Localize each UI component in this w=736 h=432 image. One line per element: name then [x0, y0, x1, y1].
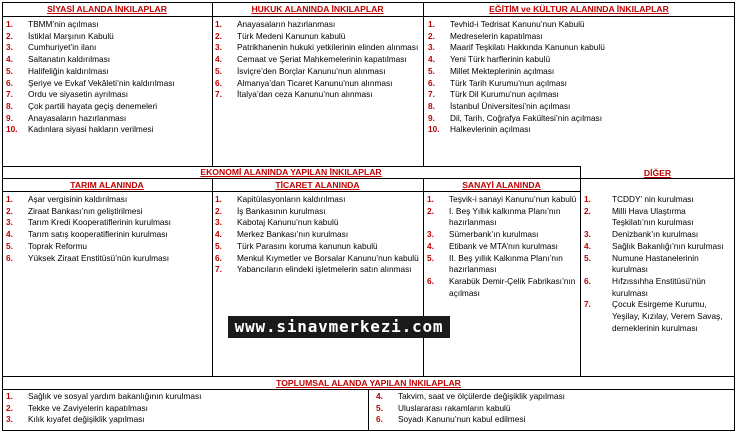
list-item: 6. Menkul Kıymetler ve Borsalar Kanunu’nun kabulü — [215, 252, 419, 263]
list-item: 7. İtalya’dan ceza Kanunu’nun alınması — [215, 89, 373, 100]
list-item: 4. Yeni Türk harflerinin kabulü — [428, 54, 551, 65]
list-item: 5. İsviçre’den Borçlar Kanunu’nun alınması — [215, 65, 386, 76]
list-item: 3. Kılık kıyafet değişiklik yapılması — [6, 414, 145, 425]
list-item: 4. Merkez Bankası’nın kurulması — [215, 229, 349, 240]
list-item: 3. Maarif Teşkilatı Hakkında Kanunun kabulü — [428, 42, 605, 53]
divider — [2, 191, 580, 192]
list-item: 4. Saltanatın kaldırılması — [6, 54, 111, 65]
list-item: 5. Halifeliğin kaldırılması — [6, 65, 109, 76]
list-ticaret — [215, 194, 420, 276]
list-item: 2. Tekke ve Zaviyelerin kapatılması — [6, 402, 148, 413]
divider — [2, 178, 735, 179]
list-item: 7. Türk Dil Kurumu’nun açılması — [428, 89, 559, 100]
list-item: 3. Cumhuriyet’in ilanı — [6, 42, 97, 53]
divider — [2, 16, 735, 17]
list-item: 5. Toprak Reformu — [6, 240, 88, 251]
list-item: 2. İş Bankasının kurulması — [215, 205, 326, 216]
list-item: 6. Soyadı Kanunu’nun kabul edilmesi — [376, 414, 526, 425]
section-title-tarim: TARIM ALANINDA — [70, 180, 144, 190]
list-item: 5. Türk Parasını koruma kanunun kabulü — [215, 240, 378, 251]
section-title-siyasi: SİYASİ ALANDA İNKILAPLAR — [47, 4, 167, 14]
list-item: 8. Çok partili hayata geçiş denemeleri — [6, 100, 158, 111]
list-item: 6. Hıfzıssıhha Enstitüsü’nün kurulması — [584, 275, 706, 298]
list-item: 1. Teşvik-i sanayi Kanunu’nun kabulü — [427, 194, 577, 204]
divider — [368, 389, 369, 431]
list-item: 10. Halkevlerinin açılması — [428, 124, 531, 135]
list-item: 3. Denizbank’ın kurulması — [584, 229, 699, 240]
list-item: 1. Aşar vergisinin kaldırılması — [6, 194, 128, 204]
list-item: 7. Çocuk Esirgeme Kurumu, Yeşilay, Kızılay, Verem Savaş, derneklerinin kurulması — [584, 299, 723, 333]
divider — [580, 166, 581, 376]
list-item: 1. Tevhid-i Tedrisat Kanunu’nun Kabulü — [428, 19, 585, 29]
list-siyasi — [6, 19, 210, 136]
list-item: 3. Sümerbank’ın kurulması — [427, 229, 539, 240]
list-tarim — [6, 194, 210, 264]
list-item: 5. Numune Hastanelerinin kurulması — [584, 252, 699, 275]
divider — [212, 178, 213, 376]
list-item: 1. TCDDY’ nin kurulması — [584, 194, 694, 204]
list-item: 9. Dil, Tarih, Coğrafya Fakültesi’nin açılması — [428, 112, 603, 123]
list-item: 10. Kadınlara siyasi hakların verilmesi — [6, 124, 154, 135]
list-item: 4. Cemaat ve Şeriat Mahkemelerinin kapatılması — [215, 54, 407, 65]
section-title-egitim: EĞİTİM ve KÜLTUR ALANINDA İNKILAPLAR — [489, 4, 669, 14]
section-title-toplumsal: TOPLUMSAL ALANDA YAPILAN İNKILAPLAR — [276, 378, 461, 388]
list-item: 5. Uluslararası rakamların kabulü — [376, 402, 511, 413]
list-item: 5. Millet Mekteplerinin açılması — [428, 65, 555, 76]
list-item: 2. Medreselerin kapatılması — [428, 30, 543, 41]
list-item: 2. Türk Medeni Kanunun kabulü — [215, 30, 346, 41]
watermark: www.sinavmerkezi.com — [228, 316, 450, 338]
list-sanayi — [427, 194, 577, 299]
section-title-ekonomi: EKONOMİ ALANINDA YAPILAN İNKILAPLAR — [200, 167, 382, 177]
list-item: 6. Karabük Demir-Çelik Fabrikası’nın açılması — [427, 275, 576, 298]
list-item: 6. Yüksek Ziraat Enstitüsü’nün kurulması — [6, 252, 170, 263]
list-item: 8. İstanbul Üniversitesi’nin açılması — [428, 100, 571, 111]
section-title-hukuk: HUKUK ALANINDA İNKILAPLAR — [251, 4, 384, 14]
section-title-diger: DİĞER — [643, 168, 672, 178]
divider — [212, 2, 213, 166]
list-egitim — [428, 19, 728, 136]
list-toplumsal-left — [6, 391, 366, 426]
list-item: 2. I. Beş Yıllık kalkınma Planı’nın hazırlanması — [427, 205, 561, 228]
list-item: 4. Etibank ve MTA’nın kurulması — [427, 240, 558, 251]
list-item: 6. Türk Tarih Kurumu’nun açılması — [428, 77, 567, 88]
divider — [423, 2, 424, 166]
list-hukuk — [215, 19, 420, 101]
list-item: 4. Takvim, saat ve ölçülerde değişiklik yapılması — [376, 391, 565, 401]
list-toplumsal-right — [376, 391, 732, 426]
list-item: 3. Patrikhanenin hukuki yetkilerinin elinden alınması — [215, 42, 419, 53]
list-item: 1. Anayasaların hazırlanması — [215, 19, 336, 29]
list-item: 4. Sağlık Bakanlığı’nın kurulması — [584, 240, 724, 251]
list-item: 2. Milli Hava Ulaştırma Teşkilatı’nın kurulması — [584, 205, 694, 228]
list-item: 3. Kabotaj Kanunu’nun kabulü — [215, 217, 339, 228]
list-item: 2. Ziraat Bankası’nın geliştirilmesi — [6, 205, 143, 216]
list-item: 2. İstiklal Marşının Kabulü — [6, 30, 114, 41]
list-item: 7. Ordu ve siyasetin ayrılması — [6, 89, 129, 100]
list-item: 6. Almanya’dan Ticaret Kanunu’nun alınması — [215, 77, 393, 88]
list-item: 5. II. Beş yıllık Kalkınma Planı’nın hazırlanması — [427, 252, 563, 275]
list-item: 3. Tarım Kredi Kooperatiflerinin kurulması — [6, 217, 171, 228]
list-item: 1. TBMM’nin açılması — [6, 19, 99, 29]
list-item: 6. Şeriye ve Evkaf Vekâleti’nin kaldırılması — [6, 77, 175, 88]
list-diger — [584, 194, 730, 334]
list-item: 9. Anayasaların hazırlanması — [6, 112, 127, 123]
divider — [2, 376, 735, 377]
section-title-sanayi: SANAYİ ALANINDA — [462, 180, 541, 190]
divider — [423, 178, 424, 376]
list-item: 1. Kapitülasyonların kaldırılması — [215, 194, 346, 204]
list-item: 7. Yabancıların elindeki işletmelerin satın alınması — [215, 264, 412, 275]
section-title-ticaret: TİCARET ALANINDA — [275, 180, 360, 190]
list-item: 1. Sağlık ve sosyal yardım bakanlığının kurulması — [6, 391, 202, 401]
list-item: 4. Tarım satış kooperatiflerinin kurulması — [6, 229, 168, 240]
